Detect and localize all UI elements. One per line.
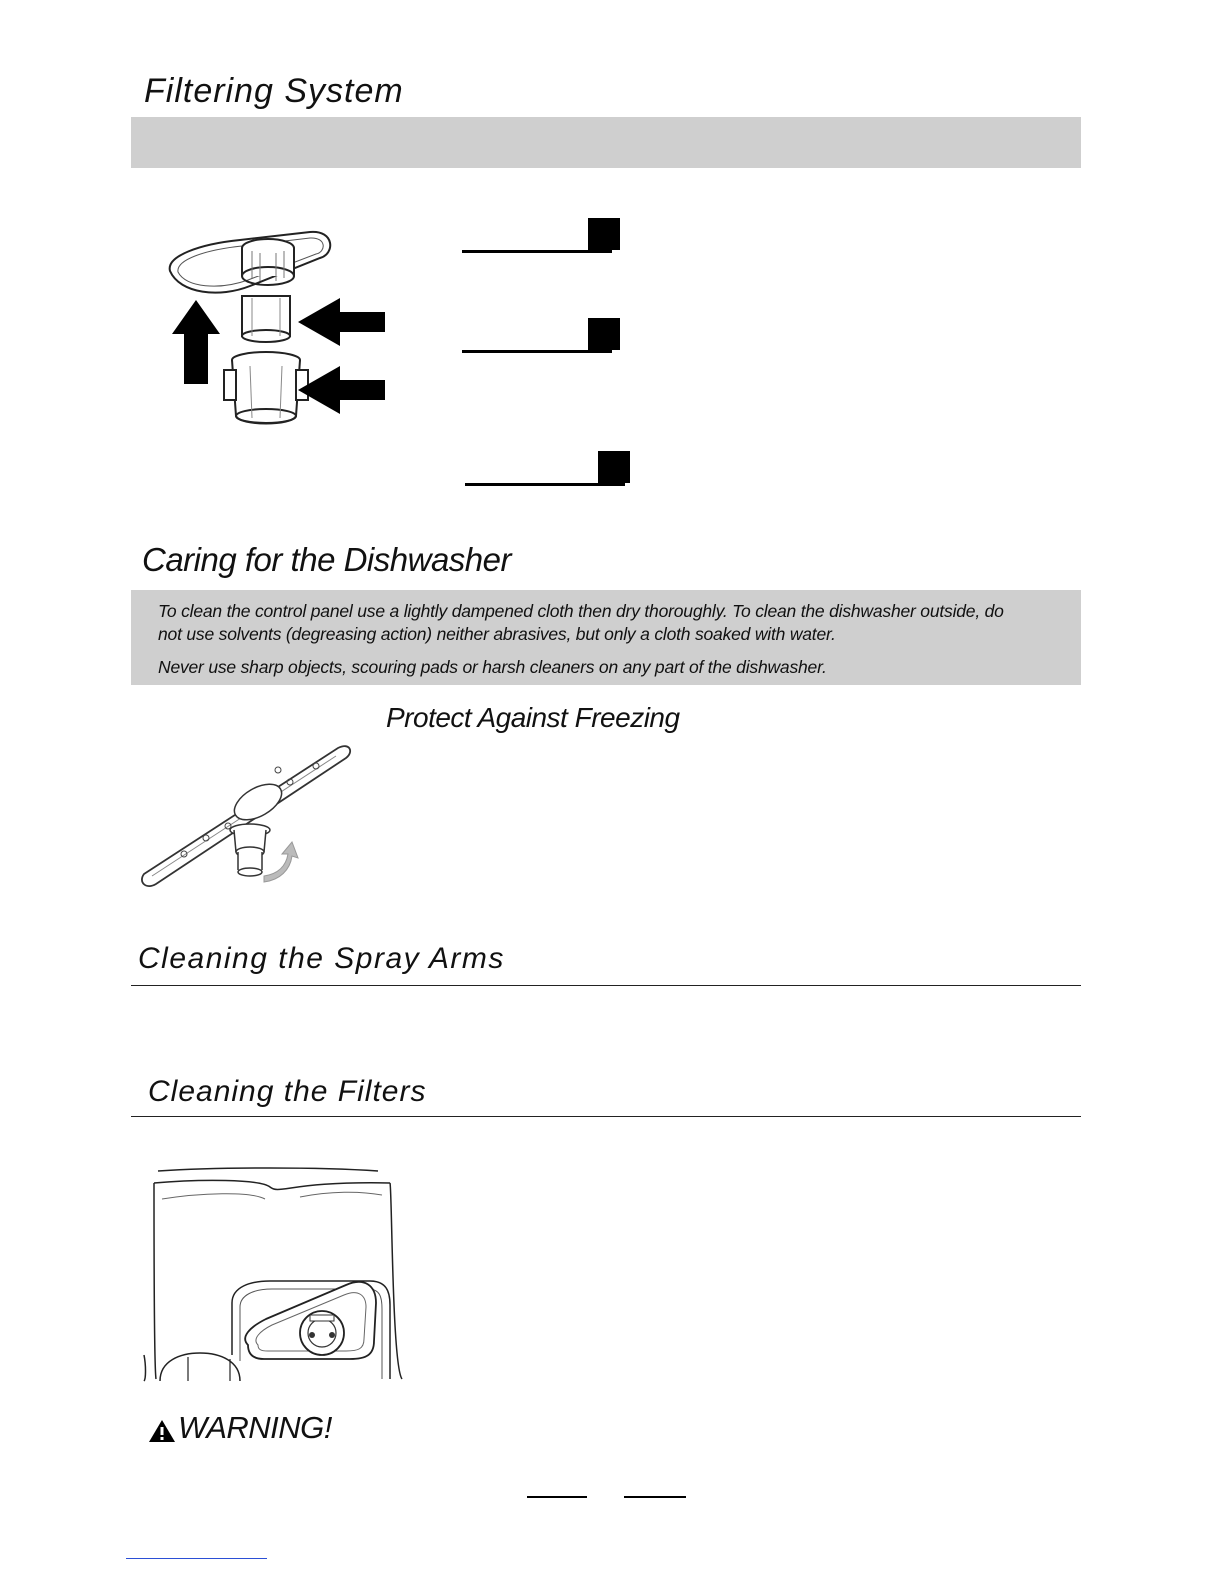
footer-link-underline [126,1558,267,1559]
filtering-system-bar [131,117,1081,168]
callout-box-1 [588,218,620,250]
arrow-left-icon [298,298,385,346]
filtering-system-heading: Filtering System [144,72,404,110]
freezing-heading: Protect Against Freezing [386,702,680,733]
spray-arm-illustration [140,742,355,887]
callout-box-2 [588,318,620,350]
callout-box-3 [598,451,630,483]
callout-line-3 [465,483,625,486]
callout-line-2 [462,350,612,353]
callout-line-1 [462,250,612,253]
filters-rule [131,1116,1081,1117]
spray-arms-rule [131,985,1081,986]
warning-heading: WARNING! [178,1410,332,1445]
filter-assembly-illustration [160,226,390,436]
caring-paragraph-line-2: not use solvents (degreasing action) neither abrasives, but only a cloth soaked with water. [158,624,836,644]
caring-paragraph-line-1: To clean the control panel use a lightly dampened cloth then dry thoroughly. To clean the dishwasher outside, do [158,601,1004,621]
arrow-up-icon [172,300,220,384]
tub-bottom-illustration [140,1165,405,1383]
footer-line-right [624,1496,686,1498]
warning-triangle-icon [148,1419,176,1443]
spray-arms-heading: Cleaning the Spray Arms [138,942,505,975]
rotate-arrow-icon [264,842,298,882]
arrow-left-icon [298,366,385,414]
filters-heading: Cleaning the Filters [148,1075,427,1108]
footer-line-left [527,1496,587,1498]
caring-paragraph-2: Never use sharp objects, scouring pads or harsh cleaners on any part of the dishwasher. [158,657,827,677]
caring-heading: Caring for the Dishwasher [142,541,511,578]
